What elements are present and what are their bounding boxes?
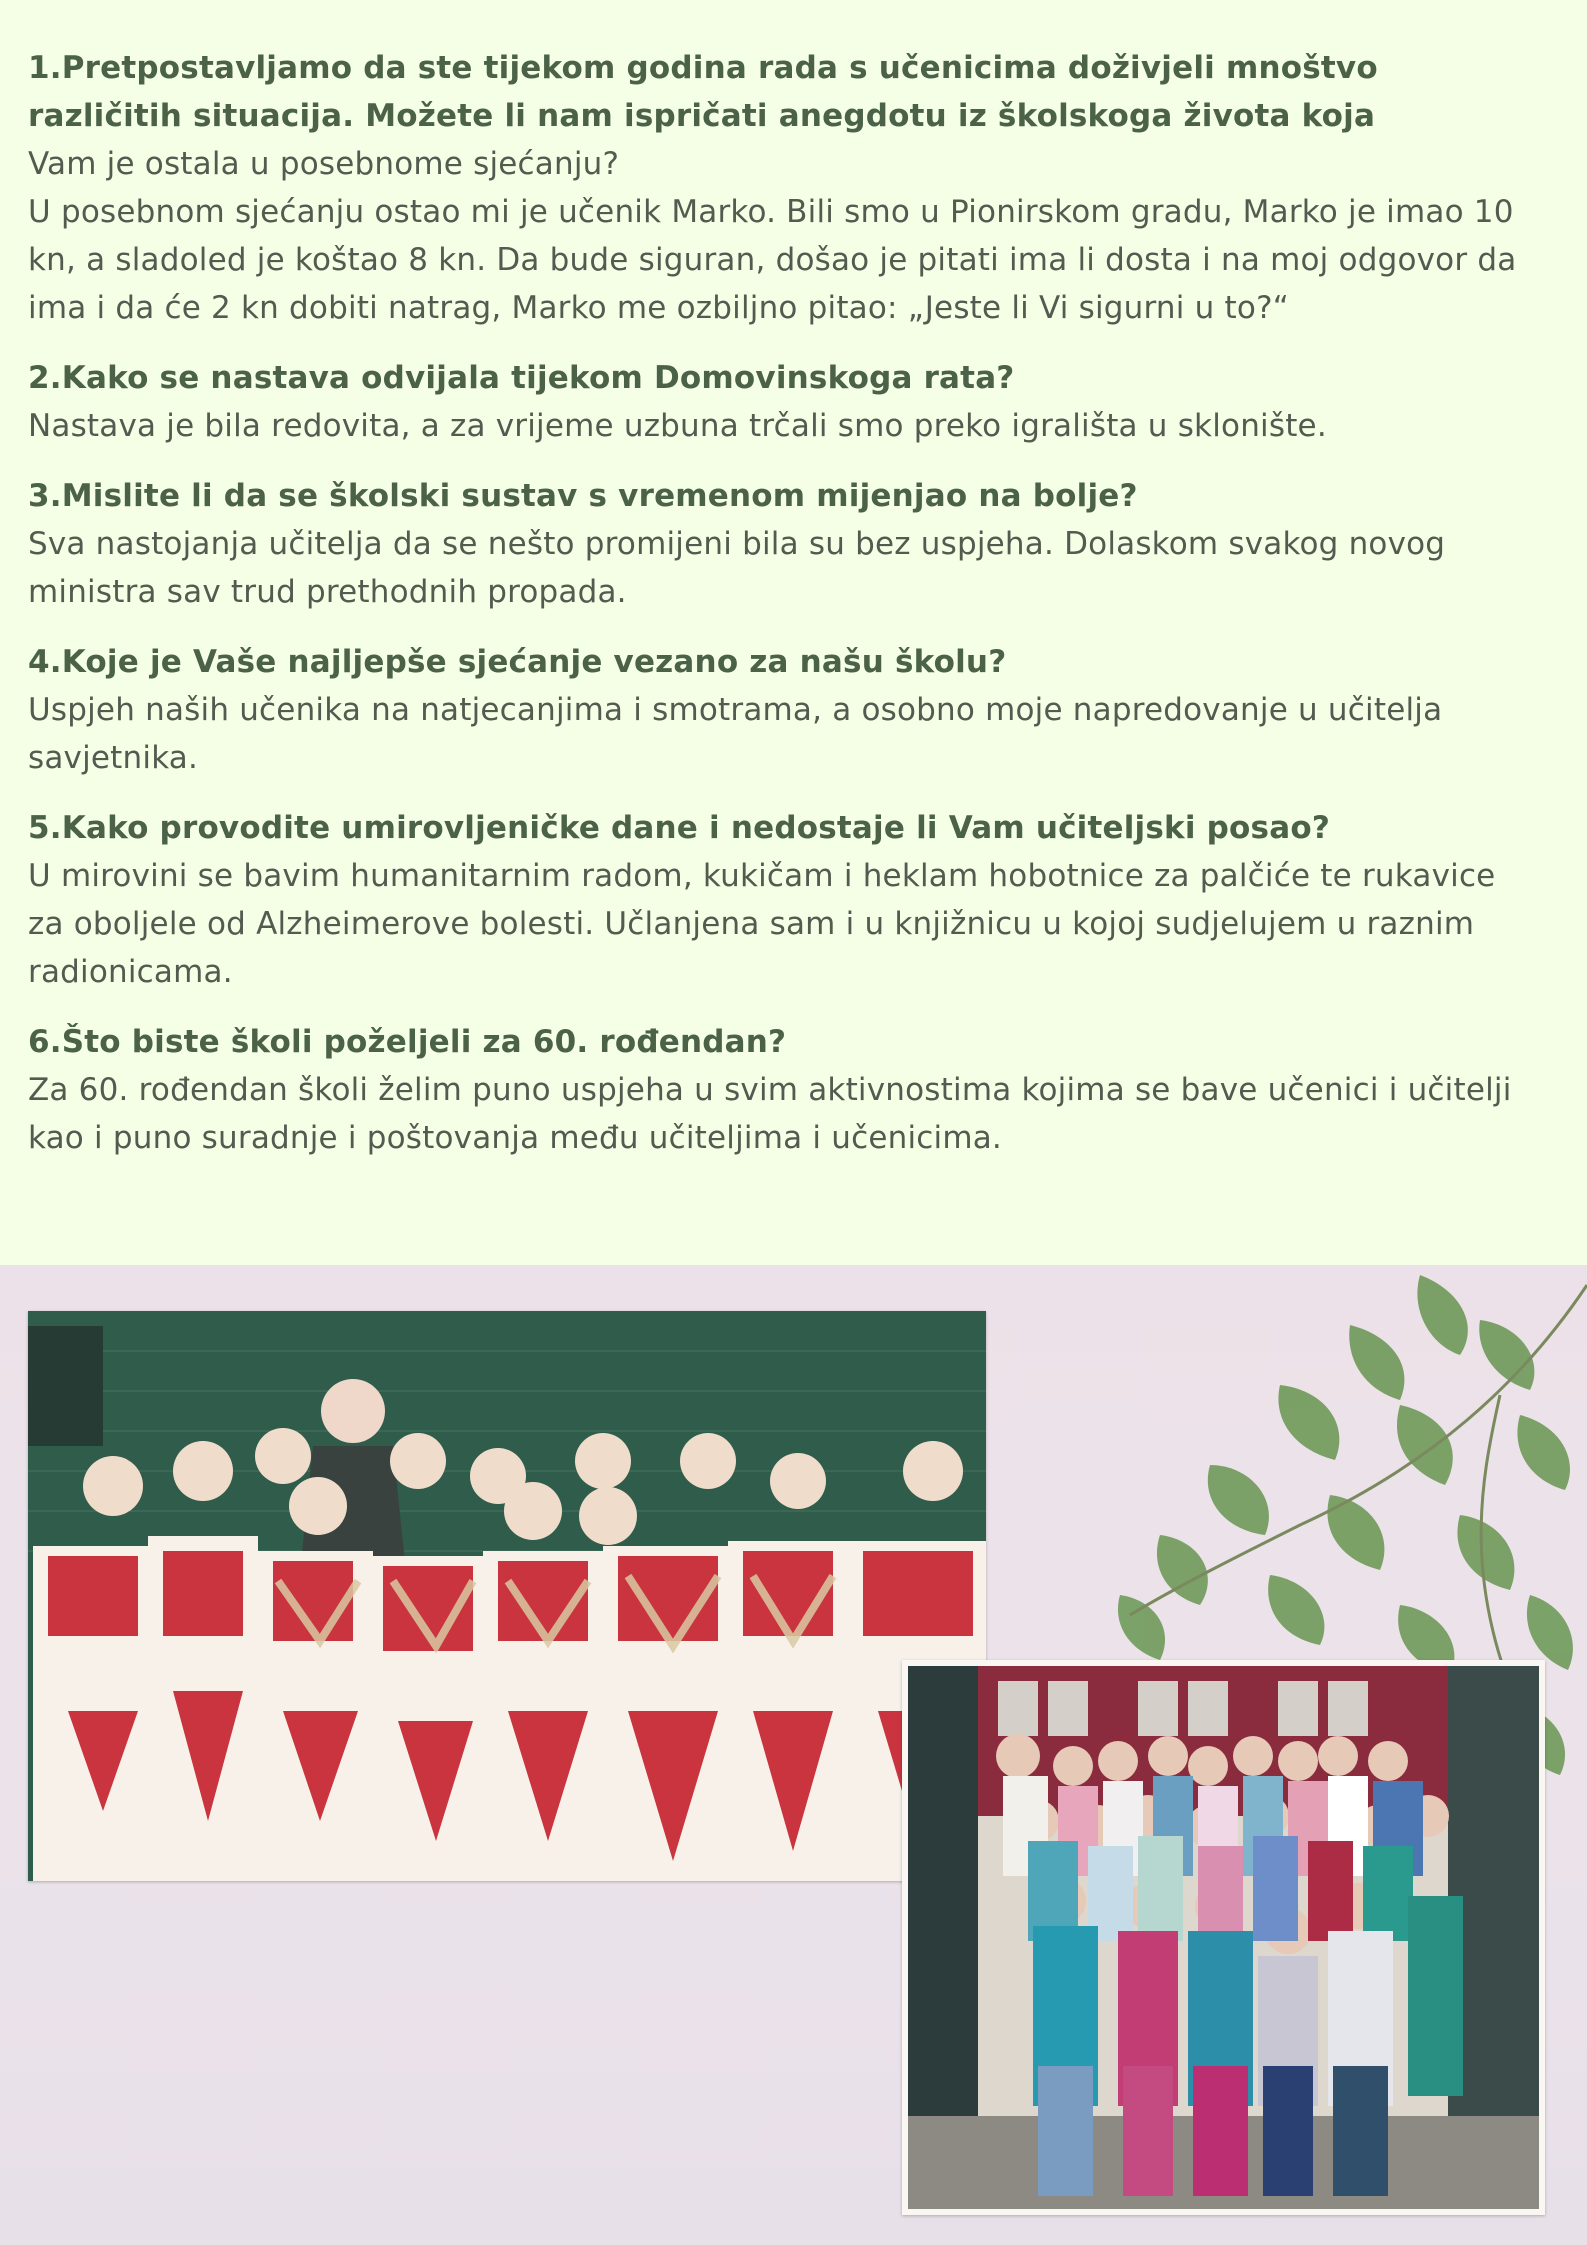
answer-4: Uspjeh naših učenika na natjecanjima i smotrama, a osobno moje napredovanje u učitelja savjetnika.: [28, 692, 1443, 776]
question-1-continuation: Vam je ostala u posebnome sjećanju?: [28, 146, 620, 182]
qa-item-3: [28, 472, 1528, 616]
folk-costume-class-photo: [28, 1311, 986, 1881]
answer-5: U mirovini se bavim humanitarnim radom, kukičam i heklam hobotnice za palčiće te rukavice za oboljele od Alzheimerove bolesti. Učlanjena sam i u knjižnicu u kojoj sudjelujem u raznim radionicama.: [28, 858, 1496, 990]
question-6: 6.Što biste školi poželjeli za 60. rođendan?: [28, 1024, 787, 1060]
qa-item-1: [28, 44, 1528, 332]
qa-item-5: [28, 804, 1528, 996]
answer-6: Za 60. rođendan školi želim puno uspjeha u svim aktivnostima kojima se bave učenici i učitelji kao i puno suradnje i poštovanja među učiteljima i učenicima.: [28, 1072, 1512, 1156]
answer-3: Sva nastojanja učitelja da se nešto promijeni bila su bez uspjeha. Dolaskom svakog novog ministra sav trud prethodnih propada.: [28, 526, 1446, 610]
photo-section: [0, 1265, 1587, 2245]
interview-qa-list: [28, 44, 1528, 1184]
question-2: 2.Kako se nastava odvijala tijekom Domovinskoga rata?: [28, 360, 1015, 396]
question-3: 3.Mislite li da se školski sustav s vremenom mijenjao na bolje?: [28, 478, 1138, 514]
question-1: [28, 44, 1528, 140]
school-group-photo: [902, 1660, 1545, 2215]
question-4: 4.Koje je Vaše najljepše sjećanje vezano za našu školu?: [28, 644, 1007, 680]
answer-2: Nastava je bila redovita, a za vrijeme uzbuna trčali smo preko igrališta u sklonište.: [28, 408, 1327, 444]
qa-item-4: [28, 638, 1528, 782]
answer-1: U posebnom sjećanju ostao mi je učenik Marko. Bili smo u Pionirskom gradu, Marko je imao 10 kn, a sladoled je koštao 8 kn. Da bude siguran, došao je pitati ima li dosta i na moj odgovor da ima i da će 2 kn dobiti natrag, Marko me ozbiljno pitao: „Jeste li Vi sigurni u to?“: [28, 194, 1517, 326]
qa-item-2: [28, 354, 1528, 450]
question-1-text: 1.Pretpostavljamo da ste tijekom godina rada s učenicima doživjeli mnoštvo različitih situacija. Možete li nam ispričati anegdotu iz školskoga života koja: [28, 50, 1378, 134]
question-5: 5.Kako provodite umirovljeničke dane i nedostaje li Vam učiteljski posao?: [28, 810, 1331, 846]
qa-item-6: [28, 1018, 1528, 1162]
